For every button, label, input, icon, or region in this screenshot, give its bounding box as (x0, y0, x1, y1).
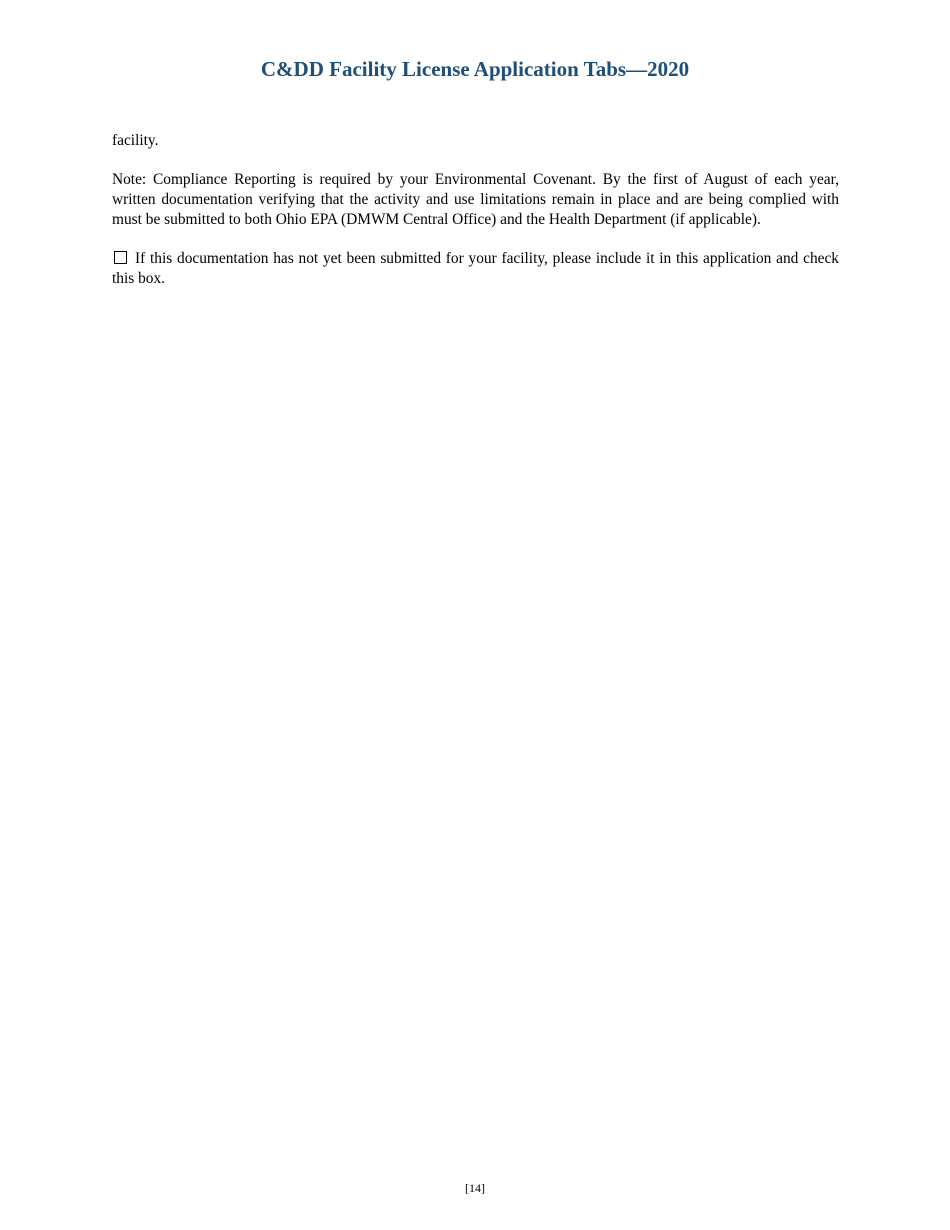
page-number: [14] (465, 1181, 485, 1195)
documentation-checkbox-item (112, 249, 839, 289)
page-title: C&DD Facility License Application Tabs—2020 (260, 57, 690, 81)
documentation-submitted-checkbox[interactable] (114, 251, 127, 264)
compliance-note-paragraph: Note: Compliance Reporting is required by your Environmental Covenant. By the first of August of each year, written documentation verifying that the activity and use limitations remain in place and are being complied with must be submitted to both Ohio EPA (DMWM Central Office) and the Health Department (if applicable). (112, 171, 839, 228)
documentation-checkbox-label: If this documentation has not yet been submitted for your facility, please include it in this application and check this box. (112, 250, 839, 287)
document-body (112, 131, 839, 289)
continuation-paragraph: facility. (112, 132, 159, 149)
